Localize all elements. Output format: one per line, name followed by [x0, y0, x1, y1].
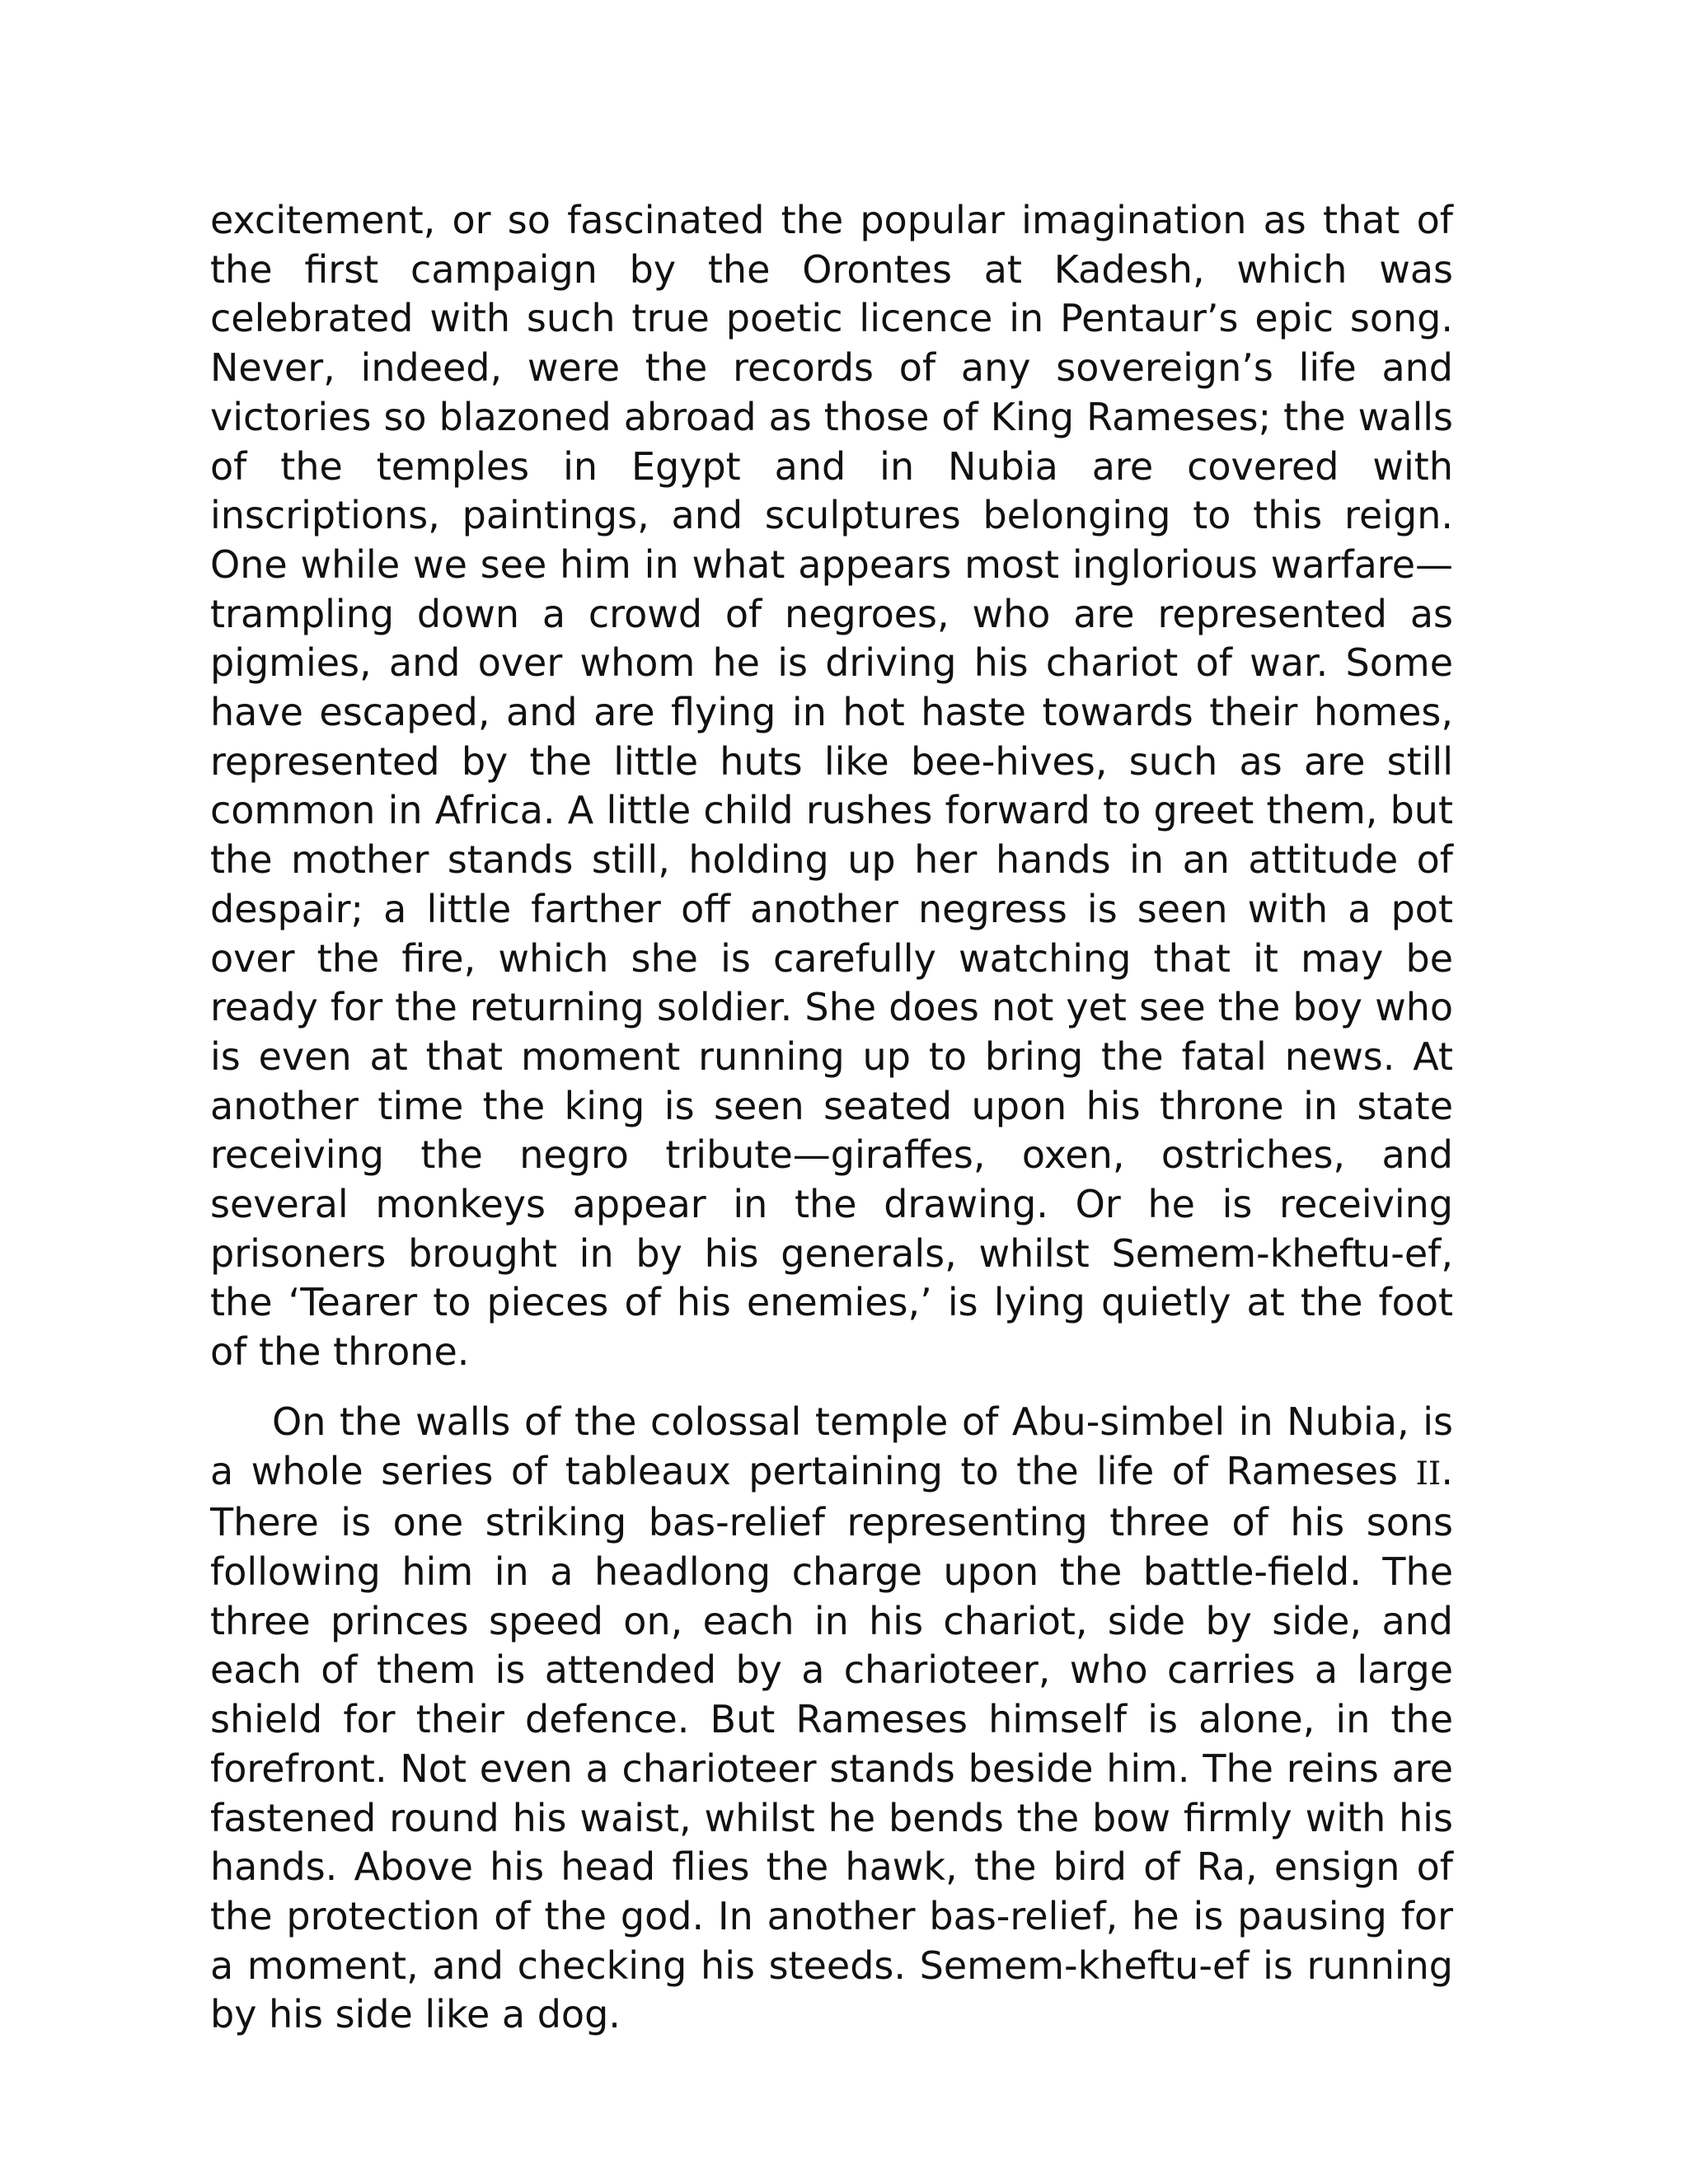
paragraph-2: [210, 1398, 1453, 2040]
paragraph-2-text-before: On the walls of the colossal temple of Abu-simbel in Nubia, is a whole series of tableaux pertaining to the life of Rameses: [210, 1399, 1453, 1493]
paragraph-1: excitement, or so fascinated the popular imagination as that of the first campaign by the Orontes at Kadesh, which was celebrated with such true poetic licence in Pentaur’s epic song. Never, indeed, were the records of any sovereign’s life and victories so blazoned abroad as those of King Rameses; the walls of the temples in Egypt and in Nubia are covered with inscriptions, paintings, and sculptures belonging to this reign. One while we see him in what appears most inglorious warfare—trampling down a crowd of negroes, who are represented as pigmies, and over whom he is driving his chariot of war. Some have escaped, and are flying in hot haste towards their homes, represented by the little huts like bee-hives, such as are still common in Africa. A little child rushes forward to greet them, but the mother stands still, holding up her hands in an attitude of despair; a little farther off another negress is seen with a pot over the fire, which she is carefully watching that it may be ready for the returning soldier. She does not yet see the boy who is even at that moment running up to bring the fatal news. At another time the king is seen seated upon his throne in state receiving the negro tribute—giraffes, oxen, ostriches, and several monkeys appear in the drawing. Or he is receiving prisoners brought in by his generals, whilst Semem-kheftu-ef, the ‘Tearer to pieces of his enemies,’ is lying quietly at the foot of the throne.: [210, 198, 1453, 1375]
roman-numeral: II: [1415, 1455, 1442, 1493]
paragraph-2-text-after: . There is one striking bas-relief representing three of his sons following him in a headlong charge upon the battle-field. The three princes speed on, each in his chariot, side by side, and each of them is attended by a charioteer, who carries a large shield for their defence. But Rameses himself is alone, in the forefront. Not even a charioteer stands beside him. The reins are fastened round his waist, whilst he bends the bow firmly with his hands. Above his head flies the hawk, the bird of Ra, ensign of the protection of the god. In another bas-relief, he is pausing for a moment, and checking his steeds. Semem-kheftu-ef is running by his side like a dog.: [210, 1448, 1453, 2037]
page-body: [210, 196, 1453, 2040]
